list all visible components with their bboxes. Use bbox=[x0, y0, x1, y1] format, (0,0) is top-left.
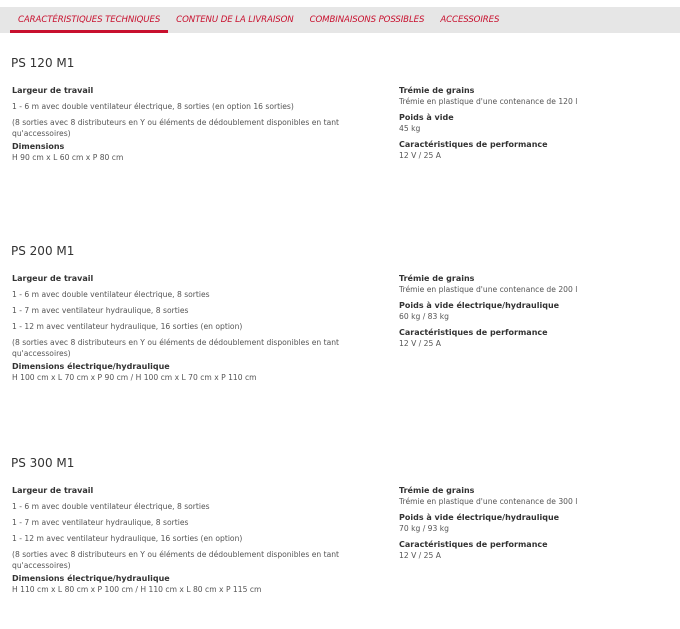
working-width-line: 1 - 6 m avec double ventilateur électrique, 8 sorties bbox=[12, 290, 210, 299]
working-width-line: 1 - 12 m avec ventilateur hydraulique, 16 sorties (en option) bbox=[12, 534, 243, 543]
working-width-label: Largeur de travail bbox=[12, 274, 94, 283]
product-title: PS 120 M1 bbox=[11, 56, 75, 70]
dimensions-value: H 100 cm x L 70 cm x P 90 cm / H 100 cm x L 70 cm x P 110 cm bbox=[12, 373, 257, 382]
hopper-label: Trémie de grains bbox=[399, 86, 475, 95]
working-width-line: 1 - 7 m avec ventilateur hydraulique, 8 sorties bbox=[12, 518, 189, 527]
spec-column-left bbox=[12, 85, 362, 163]
hopper-value: Trémie en plastique d'une contenance de 200 l bbox=[399, 285, 578, 294]
hopper-label: Trémie de grains bbox=[399, 486, 475, 495]
performance-label: Caractéristiques de performance bbox=[399, 328, 548, 337]
working-width-line: 1 - 12 m avec ventilateur hydraulique, 16 sorties (en option) bbox=[12, 322, 243, 331]
empty-weight-label: Poids à vide électrique/hydraulique bbox=[399, 301, 560, 310]
performance-value: 12 V / 25 A bbox=[399, 151, 441, 160]
hopper-value: Trémie en plastique d'une contenance de 300 l bbox=[399, 497, 578, 506]
working-width-label: Largeur de travail bbox=[12, 86, 94, 95]
empty-weight-label: Poids à vide bbox=[399, 113, 454, 122]
working-width-line: 1 - 6 m avec double ventilateur électrique, 8 sorties bbox=[12, 502, 210, 511]
empty-weight-value: 70 kg / 93 kg bbox=[399, 524, 449, 533]
hopper-label: Trémie de grains bbox=[399, 274, 475, 283]
dimensions-value: H 110 cm x L 80 cm x P 100 cm / H 110 cm x L 80 cm x P 115 cm bbox=[12, 585, 262, 594]
working-width-label: Largeur de travail bbox=[12, 486, 94, 495]
working-width-line: (8 sorties avec 8 distributeurs en Y ou éléments de dédoublement disponibles en tant qu'accessoires) bbox=[12, 550, 340, 570]
spec-column-right bbox=[399, 485, 584, 561]
dimensions-value: H 90 cm x L 60 cm x P 80 cm bbox=[12, 153, 124, 162]
product-title: PS 200 M1 bbox=[11, 244, 75, 258]
performance-value: 12 V / 25 A bbox=[399, 551, 441, 560]
dimensions-label: Dimensions bbox=[12, 142, 65, 151]
empty-weight-value: 45 kg bbox=[399, 124, 421, 133]
tab-possible-combinations[interactable]: COMBINAISONS POSSIBLES bbox=[309, 15, 425, 25]
tab-bar bbox=[0, 7, 680, 33]
working-width-line: (8 sorties avec 8 distributeurs en Y ou éléments de dédoublement disponibles en tant qu'accessoires) bbox=[12, 118, 340, 138]
performance-value: 12 V / 25 A bbox=[399, 339, 441, 348]
performance-label: Caractéristiques de performance bbox=[399, 140, 548, 149]
empty-weight-value: 60 kg / 83 kg bbox=[399, 312, 449, 321]
spec-column-left bbox=[12, 273, 362, 383]
spec-column-left bbox=[12, 485, 362, 595]
working-width-line: (8 sorties avec 8 distributeurs en Y ou éléments de dédoublement disponibles en tant qu'accessoires) bbox=[12, 338, 340, 358]
empty-weight-label: Poids à vide électrique/hydraulique bbox=[399, 513, 560, 522]
product-title: PS 300 M1 bbox=[11, 456, 75, 470]
performance-label: Caractéristiques de performance bbox=[399, 540, 548, 549]
working-width-line: 1 - 7 m avec ventilateur hydraulique, 8 sorties bbox=[12, 306, 189, 315]
spec-column-right bbox=[399, 85, 584, 161]
hopper-value: Trémie en plastique d'une contenance de 120 l bbox=[399, 97, 578, 106]
tab-technical-specs[interactable]: CARACTÉRISTIQUES TECHNIQUES bbox=[10, 7, 168, 33]
spec-column-right bbox=[399, 273, 584, 349]
tab-delivery-contents[interactable]: CONTENU DE LA LIVRAISON bbox=[176, 15, 294, 25]
working-width-line: 1 - 6 m avec double ventilateur électrique, 8 sorties (en option 16 sorties) bbox=[12, 102, 294, 111]
dimensions-label: Dimensions électrique/hydraulique bbox=[12, 574, 170, 583]
tab-accessories[interactable]: ACCESSOIRES bbox=[440, 15, 500, 25]
dimensions-label: Dimensions électrique/hydraulique bbox=[12, 362, 170, 371]
